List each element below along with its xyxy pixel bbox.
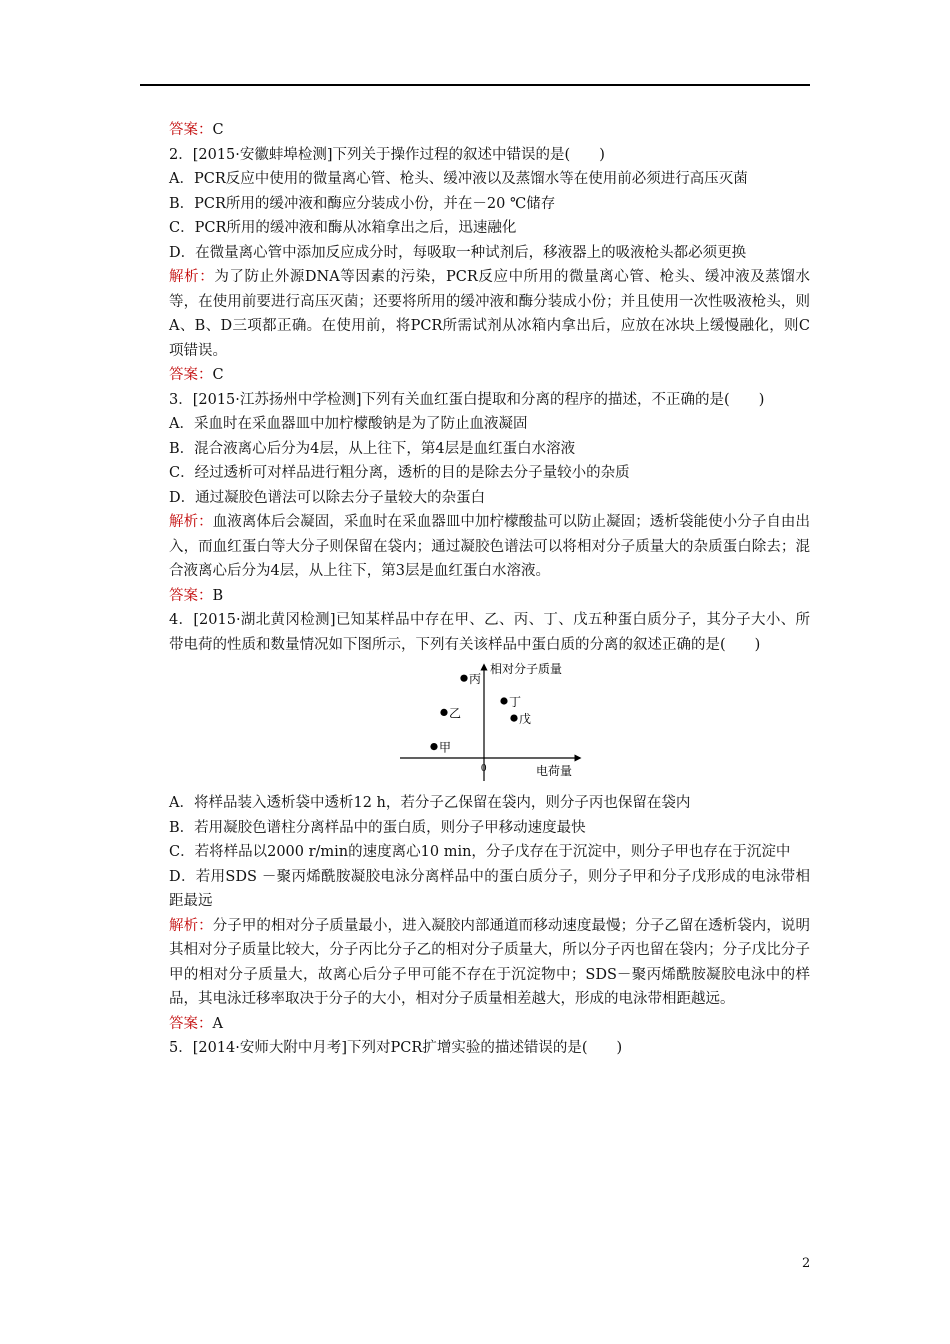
protein-scatter-figure xyxy=(140,659,810,787)
q2-option-d: D．在微量离心管中添加反应成分时，每吸取一种试剂后，移液器上的吸液枪头都必须更换 xyxy=(169,244,747,261)
protein-scatter-chart xyxy=(398,659,598,785)
point-label-3: 丁 xyxy=(509,695,522,709)
q2-stem: 2．[2015·安徽蚌埠检测]下列关于操作过程的叙述中错误的是( ) xyxy=(169,146,605,163)
q4-option-d: D．若用SDS －聚丙烯酰胺凝胶电泳分离样品中的蛋白质分子，则分子甲和分子戊形成的电泳带相距最远 xyxy=(169,868,810,909)
q1-answer: 答案：C xyxy=(169,122,224,138)
q3-option-d: D．通过凝胶色谱法可以除去分子量较大的杂蛋白 xyxy=(169,489,486,506)
point-2 xyxy=(430,743,437,750)
point-0 xyxy=(460,675,467,682)
point-3 xyxy=(500,697,507,704)
point-label-0: 丙 xyxy=(469,672,482,687)
page-number: 2 xyxy=(802,1256,811,1271)
q2-option-b: B．PCR所用的缓冲液和酶应分装成小份，并在－20 ℃储存 xyxy=(169,195,556,212)
x-axis-label: 电荷量 xyxy=(536,764,573,778)
q4-stem: 4．[2015·湖北黄冈检测]已知某样品中存在甲、乙、丙、丁、戊五种蛋白质分子，其分子大小、所带电荷的性质和数量情况如下图所示，下列有关该样品中蛋白质的分离的叙述正确的是( ) xyxy=(169,612,810,653)
header-rule xyxy=(140,84,810,86)
q2-option-c: C．PCR所用的缓冲液和酶从冰箱拿出之后，迅速融化 xyxy=(169,220,517,236)
q3-answer: 答案：B xyxy=(169,587,224,604)
document-body xyxy=(140,118,810,1061)
q4-option-a: A．将样品装入透析袋中透析12 h，若分子乙保留在袋内，则分子丙也保留在袋内 xyxy=(169,795,691,811)
q3-option-c: C．经过透析可对样品进行粗分离，透析的目的是除去分子量较小的杂质 xyxy=(169,465,630,481)
q4-analysis: 解析：分子甲的相对分子质量最小，进入凝胶内部通道而移动速度最慢；分子乙留在透析袋内，说明其相对分子质量比较大，分子丙比分子乙的相对分子质量大，所以分子丙也留在袋内；分子戊比分子甲的相对分子质量大，故离心后分子甲可能不存在于沉淀物中；SDS－聚丙烯酰胺凝胶电泳中的样品，其电泳迁移率取决于分子的大小，相对分子质量相差越大，形成的电泳带相距越远。 xyxy=(169,917,811,1007)
point-1 xyxy=(440,709,447,716)
q5-stem: 5．[2014·安师大附中月考]下列对PCR扩增实验的描述错误的是( ) xyxy=(169,1040,623,1056)
y-axis-label: 相对分子质量 xyxy=(490,662,563,676)
point-label-2: 甲 xyxy=(439,740,452,755)
q2-answer: 答案：C xyxy=(169,367,224,383)
origin-label: 0 xyxy=(481,762,487,774)
q4-option-b: B．若用凝胶色谱柱分离样品中的蛋白质，则分子甲移动速度最快 xyxy=(169,819,586,836)
point-label-4: 戊 xyxy=(519,712,532,727)
q4-option-c: C．若将样品以2000 r/min的速度离心10 min，分子戊存在于沉淀中，则分子甲也存在于沉淀中 xyxy=(169,844,791,860)
q3-option-b: B．混合液离心后分为4层，从上往下，第4层是血红蛋白水溶液 xyxy=(169,440,576,457)
q4-answer: 答案：A xyxy=(169,1015,223,1032)
point-4 xyxy=(510,715,517,722)
q3-option-a: A．采血时在采血器皿中加柠檬酸钠是为了防止血液凝固 xyxy=(169,416,528,432)
q2-option-a: A．PCR反应中使用的微量离心管、枪头、缓冲液以及蒸馏水等在使用前必须进行高压灭菌 xyxy=(169,171,748,187)
q2-analysis: 解析：为了防止外源DNA等因素的污染，PCR反应中所用的微量离心管、枪头、缓冲液及蒸馏水等，在使用前要进行高压灭菌；还要将所用的缓冲液和酶分装成小份；并且使用一次性吸液枪头，则A、B、D三项都正确。在使用前，将PCR所需试剂从冰箱内拿出后，应放在冰块上缓慢融化，则C项错误。 xyxy=(169,269,810,359)
q3-stem: 3．[2015·江苏扬州中学检测]下列有关血红蛋白提取和分离的程序的描述，不正确的是( ) xyxy=(169,391,765,408)
point-label-1: 乙 xyxy=(449,706,462,721)
q3-analysis: 解析：血液离体后会凝固，采血时在采血器皿中加柠檬酸盐可以防止凝固；透析袋能使小分子自由出入，而血红蛋白等大分子则保留在袋内；通过凝胶色谱法可以将相对分子质量大的杂质蛋白除去；混合液离心后分为4层，从上往下，第3层是血红蛋白水溶液。 xyxy=(169,514,811,579)
